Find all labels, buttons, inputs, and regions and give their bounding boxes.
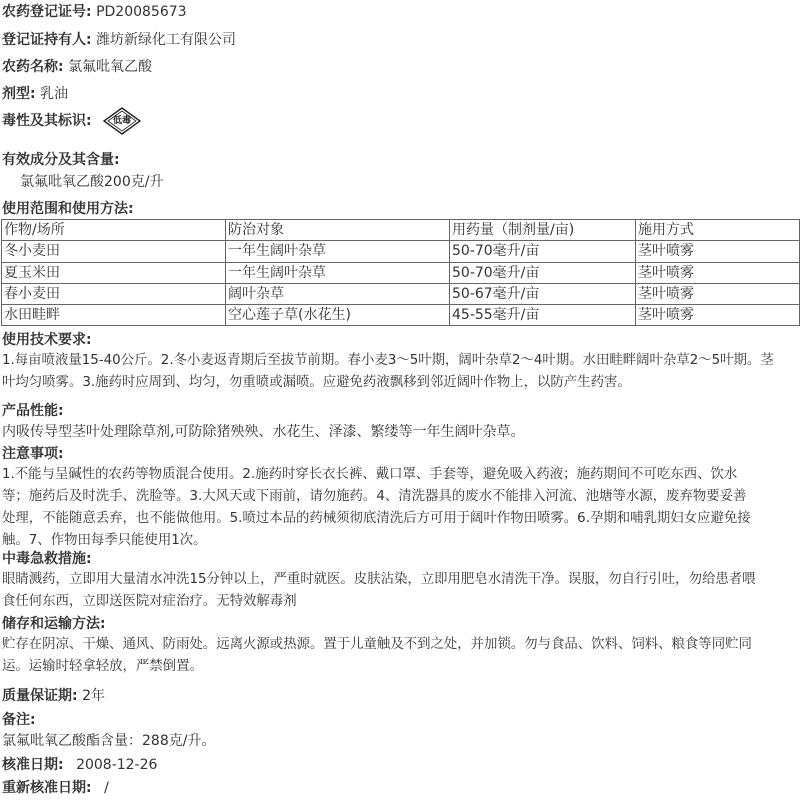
holder-label: 登记证持有人: [2,32,92,48]
crop-cell: 冬小麦田 [2,241,226,262]
reapproval-date-label: 重新核准日期: [2,780,92,796]
performance-line: 内吸传导型茎叶处理除草剂,可防除猪殃殃、水花生、泽漆、繁缕等一年生阔叶杂草。 [2,424,525,440]
tech-title: 使用技术要求: [2,332,92,348]
storage-title: 储存和运输方法: [2,616,106,632]
target-cell: 空心莲子草(水花生) [226,305,450,326]
crop-cell: 夏玉米田 [2,262,226,283]
formulation-value: 乳油 [40,86,69,102]
registration-number-label: 农药登记证号: [2,4,92,20]
toxicity-label: 毒性及其标识: [2,113,92,129]
table-row [2,241,800,262]
remark-value: 氯氟吡氧乙酸酯含量：288克/升。 [2,733,216,749]
remark-title: 备注: [2,712,36,728]
formulation-row [2,84,68,104]
shelf-life-label: 质量保证期: [2,688,78,704]
ingredient-value: 氯氟吡氧乙酸200克/升 [20,174,164,190]
toxicity-mark-text: 低毒 [113,116,132,126]
method-cell: 茎叶喷雾 [636,283,800,304]
holder-value: 潍坊新绿化工有限公司 [96,32,237,48]
storage-line: 运。运输时轻拿轻放，严禁倒置。 [2,659,203,674]
crop-cell: 水田畦畔 [2,305,226,326]
usage-header-cell: 防治对象 [226,220,450,241]
shelf-life-value: 2年 [82,688,105,704]
usage-header-cell: 用药量（制剂量/亩) [450,220,636,241]
method-cell: 茎叶喷雾 [636,305,800,326]
dosage-cell: 50-70毫升/亩 [450,262,636,283]
formulation-label: 剂型: [2,86,36,102]
target-cell: 阔叶杂草 [226,283,450,304]
table-row [2,305,800,326]
firstaid-line: 眼睛溅药，立即用大量清水冲洗15分钟以上，严重时就医。皮肤沾染，立即用肥皂水清洗干净。误服，勿自行引吐，勿给患者喂 [2,572,756,587]
usage-title: 使用范围和使用方法: [2,201,134,217]
crop-cell: 春小麦田 [2,283,226,304]
shelf-life-row [2,686,105,706]
registration-number-row [2,2,187,22]
approval-date-row [2,755,157,775]
notes-line: 等；施药后及时洗手、洗脸等。3.大风天或下雨前，请勿施药。4、清洗器具的废水不能排入河流、池塘等水源，废弃物要妥善 [2,489,747,504]
notes-title: 注意事项: [2,446,64,462]
storage-text [0,634,798,678]
pesticide-name-label: 农药名称: [2,59,64,75]
toxicity-row [2,106,142,136]
method-cell: 茎叶喷雾 [636,262,800,283]
toxicity-diamond-icon [102,106,142,136]
target-cell: 一年生阔叶杂草 [226,262,450,283]
firstaid-line: 食任何东西，立即送医院对症治疗。无特效解毒剂 [2,594,297,609]
usage-table [1,219,800,326]
notes-line: 触。7、作物田每季只能使用1次。 [2,533,207,548]
dosage-cell: 50-70毫升/亩 [450,241,636,262]
notes-line: 处理，不能随意丢弃，也不能做他用。5.喷过本品的药械须彻底清洗后方可用于阔叶作物田喷雾。6.孕期和哺乳期妇女应避免接 [2,511,751,526]
method-cell: 茎叶喷雾 [636,241,800,262]
tech-text [0,350,798,394]
table-row [2,262,800,283]
tech-line: 叶均匀喷雾。3.施药时应周到、均匀，勿重喷或漏喷。应避免药液飘移到邻近阔叶作物上，以防产生药害。 [2,375,631,390]
pesticide-name-row [2,57,152,77]
approval-date-label: 核准日期: [2,757,64,773]
usage-header-cell: 作物/场所 [2,220,226,241]
reapproval-date-value: / [104,780,109,796]
registration-number-value: PD20085673 [96,4,187,20]
usage-header-row [2,220,800,241]
dosage-cell: 45-55毫升/亩 [450,305,636,326]
performance-text [0,421,798,443]
pesticide-name-value: 氯氟吡氧乙酸 [68,59,153,75]
approval-date-value: 2008-12-26 [76,757,158,773]
storage-line: 贮存在阴凉、干燥、通风、防雨处。远离火源或热源。置于儿童触及不到之处，并加锁。勿与食品、饮料、饲料、粮食等同贮同 [2,637,752,652]
dosage-cell: 50-67毫升/亩 [450,283,636,304]
ingredient-title: 有效成分及其含量: [2,152,120,168]
usage-header-cell: 施用方式 [636,220,800,241]
firstaid-title: 中毒急救措施: [2,551,92,567]
performance-title: 产品性能: [2,403,64,419]
reapproval-date-row [2,778,109,798]
table-row [2,283,800,304]
firstaid-text [0,569,798,613]
notes-text [0,464,798,552]
notes-line: 1.不能与呈碱性的农药等物质混合使用。2.施药时穿长衣长裤、戴口罩、手套等，避免吸入药液；施药期间不可吃东西、饮水 [2,467,738,482]
holder-row [2,30,236,50]
tech-line: 1.每亩喷液量15-40公斤。2.冬小麦返青期后至拔节前期。春小麦3～5叶期，阔叶杂草2～4叶期。水田畦畔阔叶杂草2～5叶期。茎 [2,353,774,368]
target-cell: 一年生阔叶杂草 [226,241,450,262]
